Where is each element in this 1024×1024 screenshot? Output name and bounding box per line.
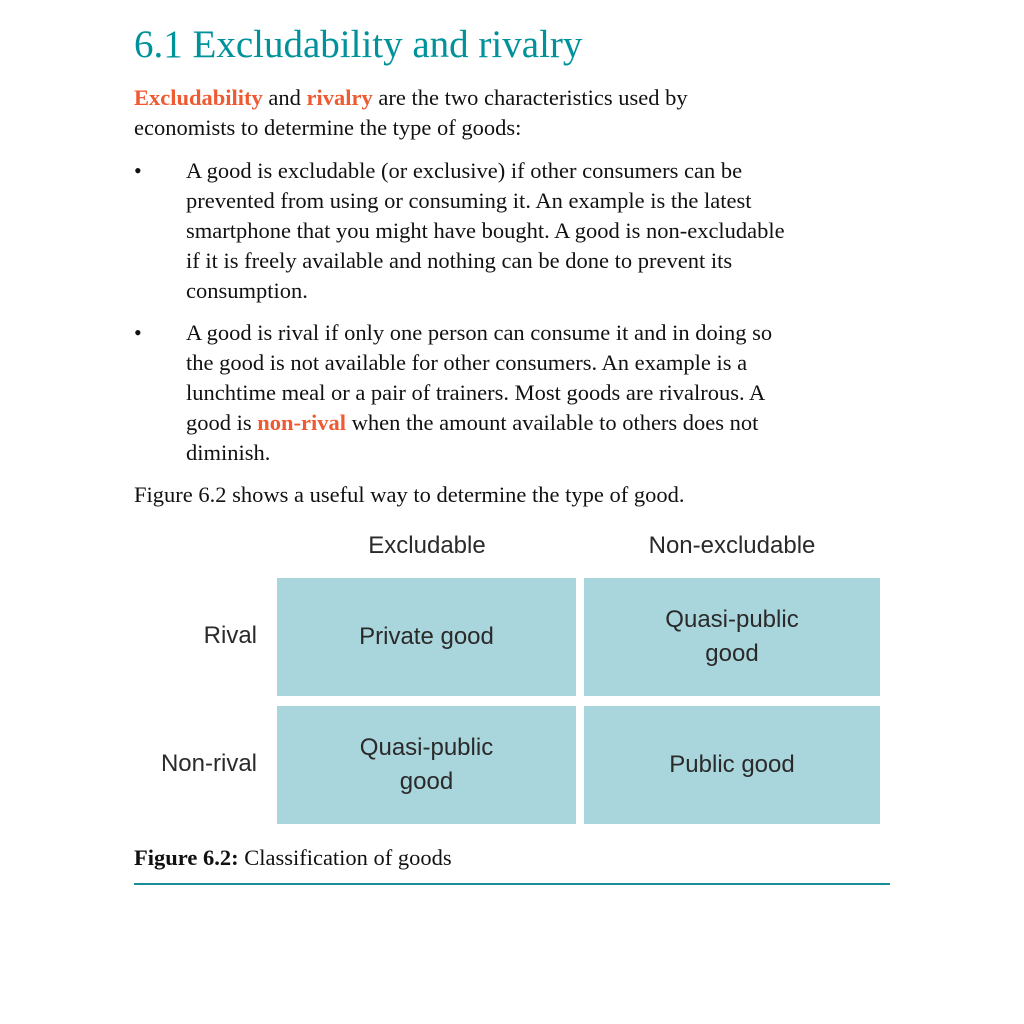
bullet-marker: • xyxy=(134,320,142,345)
bullet-marker: • xyxy=(134,158,142,183)
col-header-excludable: Excludable xyxy=(368,532,486,559)
cell-label: Quasi-public good xyxy=(359,734,494,795)
term-rivalry: rivalry xyxy=(306,85,373,110)
text: and xyxy=(262,85,307,110)
bullet-2-line: the good is not available for other consumers. An example is a xyxy=(186,350,748,375)
bullet-2-line: lunchtime meal or a pair of trainers. Most goods are rivalrous. A xyxy=(186,380,766,405)
bullet-2-line xyxy=(186,408,758,438)
bullet-1-line: if it is freely available and nothing can be done to prevent its xyxy=(186,248,733,273)
col-header-non-excludable: Non-excludable xyxy=(648,532,816,559)
figure-caption xyxy=(134,845,452,871)
intro-line-1 xyxy=(134,83,688,113)
cell-quasi-public-good xyxy=(277,706,576,824)
bullet-2-line: A good is rival if only one person can consume it and in doing so xyxy=(186,320,773,345)
intro-line-2: economists to determine the type of goods: xyxy=(134,115,522,140)
caption-text: Classification of goods xyxy=(238,845,452,870)
cell-public-good xyxy=(584,706,880,824)
row-header-non-rival: Non-rival xyxy=(160,750,257,777)
cell-label: Quasi-public good xyxy=(665,606,799,667)
row-header-rival: Rival xyxy=(203,622,257,649)
caption-label: Figure 6.2: xyxy=(134,845,239,870)
divider xyxy=(134,883,890,885)
cell-private-good xyxy=(277,578,576,696)
term-non-rival: non-rival xyxy=(257,410,347,435)
text: when the amount available to others does not xyxy=(346,410,759,435)
bullet-1-line: consumption. xyxy=(186,278,308,303)
bullet-1-line: prevented from using or consuming it. An example is the latest xyxy=(186,188,752,213)
bullet-1-line: smartphone that you might have bought. A good is non-excludable xyxy=(186,218,785,243)
cell-label: Private good xyxy=(359,623,494,650)
cell-label: Public good xyxy=(669,751,795,778)
cell-quasi-public-good xyxy=(584,578,880,696)
figure-intro: Figure 6.2 shows a useful way to determine the type of good. xyxy=(134,482,685,507)
text: are the two characteristics used by xyxy=(372,85,688,110)
term-excludability: Excludability xyxy=(134,85,263,110)
bullet-2-line: diminish. xyxy=(186,440,271,465)
text: good is xyxy=(186,410,258,435)
section-title: 6.1 Excludability and rivalry xyxy=(134,23,583,66)
bullet-1-line: A good is excludable (or exclusive) if other consumers can be xyxy=(186,158,743,183)
